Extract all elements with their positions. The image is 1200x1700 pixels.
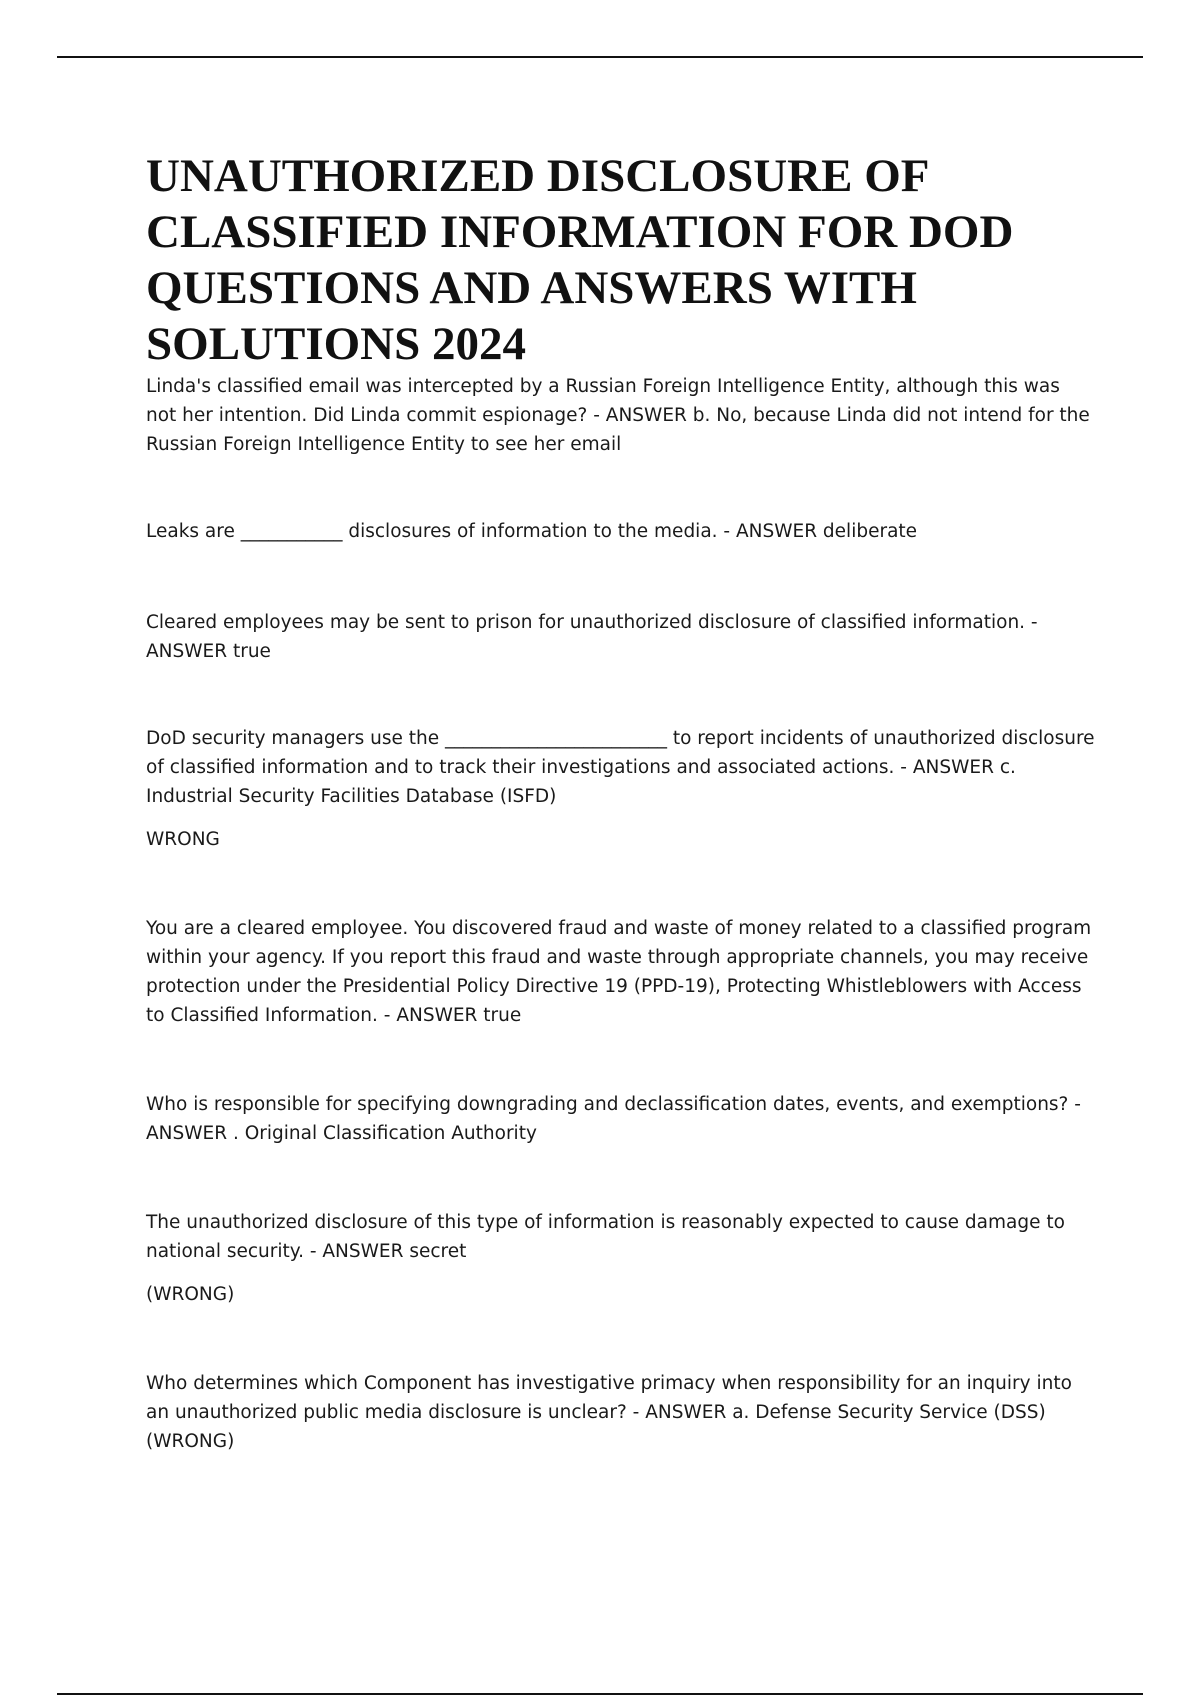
qa-text: Who is responsible for specifying downgrading and declassification dates, events, and exemptions? - ANSWER . Original Classification Authority: [146, 1094, 1081, 1144]
qa-note: (WRONG): [146, 1284, 235, 1305]
qa-note: WRONG: [146, 829, 220, 850]
qa-text: The unauthorized disclosure of this type of information is reasonably expected to cause damage to national security. - ANSWER secret: [146, 1212, 1065, 1262]
qa-list: [146, 372, 1096, 1456]
bottom-rule: [57, 1693, 1143, 1695]
document-title: UNAUTHORIZED DISCLOSURE OF CLASSIFIED INFORMATION FOR DOD QUESTIONS AND ANSWERS WITH SOLUTIONS 2024: [146, 150, 1014, 370]
qa-item-8: [146, 1369, 1096, 1456]
top-rule: [57, 56, 1143, 58]
qa-text: Cleared employees may be sent to prison for unauthorized disclosure of classified information. - ANSWER true: [146, 612, 1038, 662]
qa-item-7: [146, 1208, 1096, 1309]
qa-item-5: [146, 914, 1096, 1030]
qa-item-6: [146, 1090, 1096, 1148]
qa-item-2: [146, 517, 1096, 546]
qa-item-4: [146, 724, 1096, 854]
qa-text: Who determines which Component has investigative primacy when responsibility for an inquiry into an unauthorized public media disclosure is unclear? - ANSWER a. Defense Security Service (DSS) (WRONG): [146, 1373, 1072, 1452]
document-body: [146, 148, 1096, 1456]
qa-text: Leaks are ___________ disclosures of information to the media. - ANSWER deliberate: [146, 521, 918, 542]
qa-item-1: [146, 372, 1096, 459]
qa-item-3: [146, 608, 1096, 666]
qa-text: DoD security managers use the ________________________ to report incidents of unauthorized disclosure of classified information and to track their investigations and associated actions. - ANSWER c. Industrial Security Facilities Database (ISFD): [146, 728, 1095, 807]
qa-text: Linda's classified email was intercepted by a Russian Foreign Intelligence Entity, although this was not her intention. Did Linda commit espionage? - ANSWER b. No, because Linda did not intend for the Russian Foreign Intelligence Entity to see her email: [146, 376, 1090, 455]
qa-text: You are a cleared employee. You discovered fraud and waste of money related to a classified program within your agency. If you report this fraud and waste through appropriate channels, you may receive protection under the Presidential Policy Directive 19 (PPD-19), Protecting Whistleblowers with Access to Classified Information. - ANSWER true: [146, 918, 1092, 1026]
